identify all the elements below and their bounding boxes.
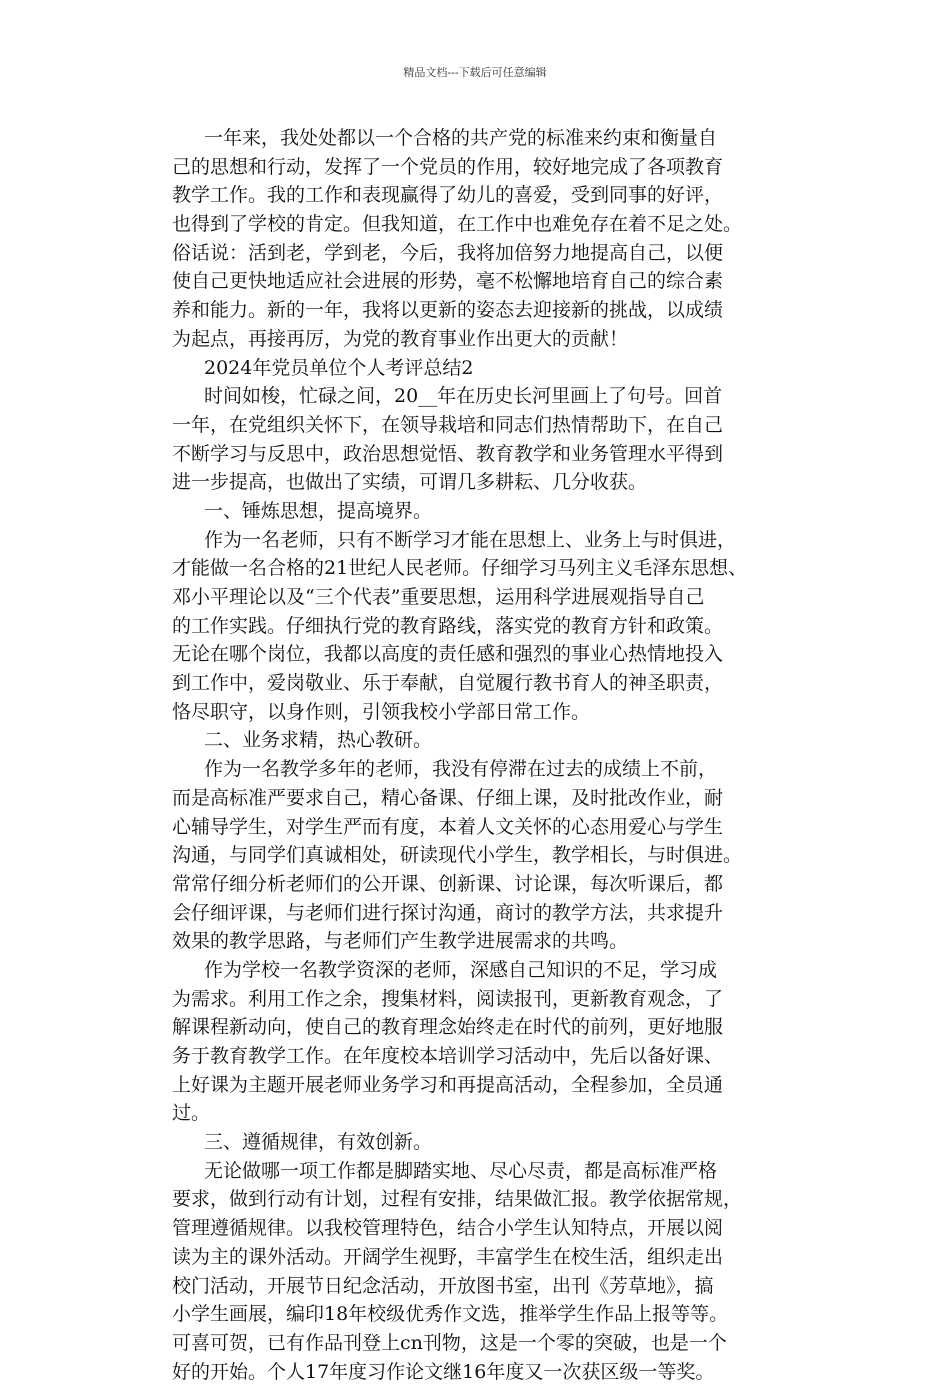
- text-line: 会仔细评课，与老师们进行探讨沟通，商讨的教学方法，共求提升: [172, 901, 724, 924]
- text-line: 恪尽职守，以身作则，引领我校小学部日常工作。: [172, 700, 591, 723]
- text-line: 管理遵循规律。以我校管理特色，结合小学生认知特点，开展以阅: [172, 1217, 724, 1240]
- text-line: 一年来，我处处都以一个合格的共产党的标准来约束和衡量自: [204, 127, 718, 149]
- text-line: 一、锤炼思想，提高境界。: [204, 499, 433, 522]
- text-line: 可喜可贺，已有作品刊登上cn刊物，这是一个零的突破，也是一个: [172, 1331, 727, 1354]
- text-line: 常常仔细分析老师们的公开课、创新课、讨论课，每次听课后，都: [172, 872, 724, 895]
- text-line: 俗话说：活到老，学到老，今后，我将加倍努力地提高自己，以便: [172, 241, 724, 264]
- text-line: 校门活动，开展节日纪念活动，开放图书室，出刊《芳草地》，搞: [172, 1274, 714, 1297]
- text-line: 时间如梭，忙碌之间，20__年在历史长河里画上了句号。回首: [204, 385, 723, 408]
- text-line: 才能做一名合格的21世纪人民老师。仔细学习马列主义毛泽东思想、: [172, 557, 748, 580]
- text-line: 务于教育教学工作。在年度校本培训学习活动中，先后以备好课、: [172, 1045, 724, 1067]
- text-line: 到工作中，爱岗敬业、乐于奉献，自觉履行教书育人的神圣职责，: [172, 672, 724, 695]
- text-line: 过。: [172, 1102, 211, 1125]
- text-line: 读为主的课外活动。开阔学生视野，丰富学生在校生活，组织走出: [172, 1245, 724, 1268]
- text-line: 一年，在党组织关怀下，在领导栽培和同志们热情帮助下，在自己: [172, 413, 724, 436]
- text-line: 而是高标准严要求自己，精心备课、仔细上课，及时批改作业，耐: [172, 786, 724, 809]
- text-line: 效果的教学思路，与老师们产生教学进展需求的共鸣。: [172, 930, 629, 953]
- text-line: 养和能力。新的一年，我将以更新的姿态去迎接新的挑战，以成绩: [172, 299, 724, 322]
- text-line: 作为学校一名教学资深的老师，深感自己知识的不足，学习成: [204, 958, 718, 981]
- text-line: 二、业务求精，热心教研。: [204, 729, 433, 752]
- text-line: 解课程新动向，使自己的教育理念始终走在时代的前列，更好地服: [172, 1016, 724, 1039]
- text-line: 也得到了学校的肯定。但我知道，在工作中也难免存在着不足之处。: [172, 213, 743, 236]
- page-header: 精品文档---下载后可任意编辑: [403, 66, 547, 79]
- text-line: 小学生画展，编印18年校级优秀作文选，推举学生作品上报等等。: [172, 1303, 729, 1326]
- text-line: 心辅导学生，对学生严而有度，本着人文关怀的心态用爱心与学生: [172, 815, 724, 838]
- text-line: 沟通，与同学们真诚相处，研读现代小学生，教学相长，与时俱进。: [172, 844, 743, 867]
- text-line: 2024年党员单位个人考评总结2: [204, 356, 474, 379]
- text-line: 邓小平理论以及“三个代表”重要思想，运用科学进展观指导自己: [172, 586, 705, 608]
- text-line: 不断学习与反思中，政治思想觉悟、教育教学和业务管理水平得到: [172, 442, 724, 465]
- document-body: [172, 124, 812, 1386]
- text-line: 己的思想和行动，发挥了一个党员的作用，较好地完成了各项教育: [172, 155, 724, 178]
- text-line: 要求，做到行动有计划，过程有安排，结果做汇报。教学依据常规，: [172, 1188, 743, 1211]
- text-line: 上好课为主题开展老师业务学习和再提高活动，全程参加，全员通: [172, 1073, 724, 1096]
- text-line: 使自己更快地适应社会进展的形势，毫不松懈地培育自己的综合素: [172, 270, 724, 293]
- text-line: 教学工作。我的工作和表现赢得了幼儿的喜爱，受到同事的好评，: [172, 184, 724, 207]
- text-line: 无论在哪个岗位，我都以高度的责任感和强烈的事业心热情地投入: [172, 643, 724, 666]
- text-line: 三、遵循规律，有效创新。: [204, 1131, 433, 1154]
- text-line: 作为一名老师，只有不断学习才能在思想上、业务上与时俱进，: [204, 528, 737, 551]
- text-line: 好的开始。个人17年度习作论文继16年度又一次获区级一等奖。: [172, 1360, 715, 1383]
- text-line: 进一步提高，也做出了实绩，可谓几多耕耘、几分收获。: [172, 471, 648, 494]
- text-line: 为需求。利用工作之余，搜集材料，阅读报刊，更新教育观念，了: [172, 987, 724, 1010]
- text-line: 为起点，再接再厉，为党的教育事业作出更大的贡献！: [172, 327, 629, 350]
- text-line: 作为一名教学多年的老师，我没有停滞在过去的成绩上不前，: [204, 758, 718, 781]
- text-line: 的工作实践。仔细执行党的教育路线，落实党的教育方针和政策。: [172, 614, 724, 637]
- text-line: 无论做哪一项工作都是脚踏实地、尽心尽责，都是高标准严格: [204, 1159, 718, 1182]
